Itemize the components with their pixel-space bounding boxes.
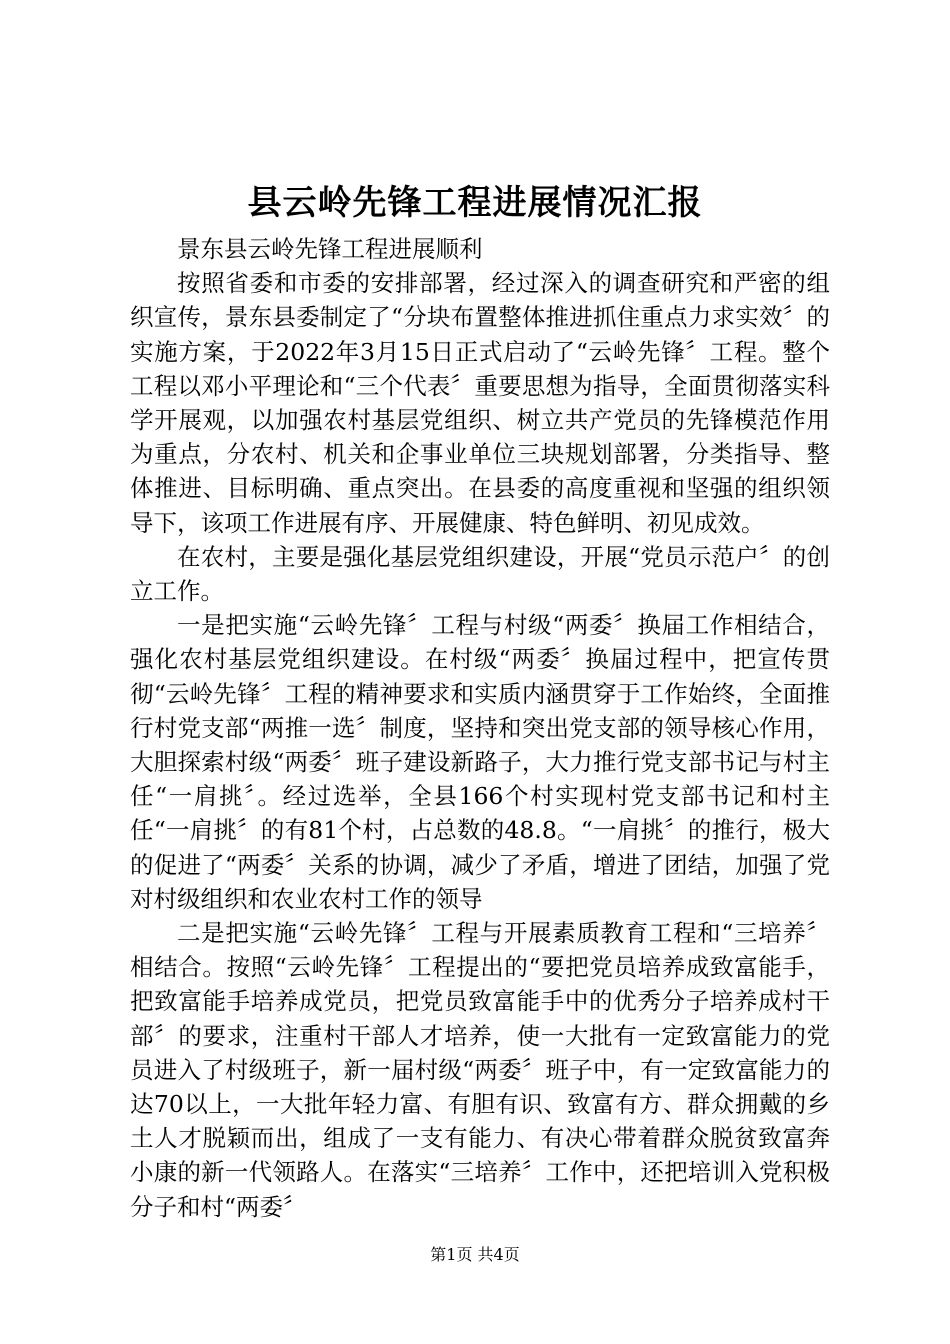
paragraph-rural: 在农村，主要是强化基层党组织建设，开展“党员示范户〞的创立工作。 [130,542,830,606]
paragraph-point-one: 一是把实施“云岭先锋〞工程与村级“两委〞换届工作相结合，强化农村基层党组织建设。在村级“两委〞换届过程中，把宣传贯彻“云岭先锋〞工程的精神要求和实质内涵贯穿于工作始终，全面推行村党支部“两推一选〞制度，坚持和突出党支部的领导核心作用，大胆探索村级“两委〞班子建设新路子，大力推行党支部书记与村主任“一肩挑〞。经过选举，全县166个村实现村党支部书记和村主任“一肩挑〞的有81个村，占总数的48.8。“一肩挑〞的推行，极大的促进了“两委〞关系的协调，减少了矛盾，增进了团结，加强了党对村级组织和农业农村工作的领导 [130,611,830,913]
document-title: 县云岭先锋工程进展情况汇报 [247,183,703,223]
paragraph-overview: 按照省委和市委的安排部署，经过深入的调查研究和严密的组织宣传，景东县委制定了“分块布置整体推进抓住重点力求实效〞的实施方案，于2022年3月15日正式启动了“云岭先锋〞工程。整个工程以邓小平理论和“三个代表〞重要思想为指导，全面贯彻落实科学开展观，以加强农村基层党组织、树立共产党员的先锋模范作用为重点，分农村、机关和企事业单位三块规划部署，分类指导、整体推进、目标明确、重点突出。在县委的高度重视和坚强的组织领导下，该项工作进展有序、开展健康、特色鲜明、初见成效。 [130,269,830,537]
page-number-footer: 第1页 共4页 [430,1245,520,1264]
paragraph-point-two: 二是把实施“云岭先锋〞工程与开展素质教育工程和“三培养〞相结合。按照“云岭先锋〞工程提出的“要把党员培养成致富能手，把致富能手培养成党员，把党员致富能手中的优秀分子培养成村干部〞的要求，注重村干部人才培养，使一大批有一定致富能力的党员进入了村级班子，新一届村级“两委〞班子中，有一定致富能力的达70以上，一大批年轻力富、有胆有识、致富有方、群众拥戴的乡土人才脱颖而出，组成了一支有能力、有决心带着群众脱贫致富奔小康的新一代领路人。在落实“三培养〞工作中，还把培训入党积极分子和村“两委〞 [130,919,830,1221]
document-body [130,232,830,1224]
paragraph-intro: 景东县云岭先锋工程进展顺利 [177,235,483,263]
